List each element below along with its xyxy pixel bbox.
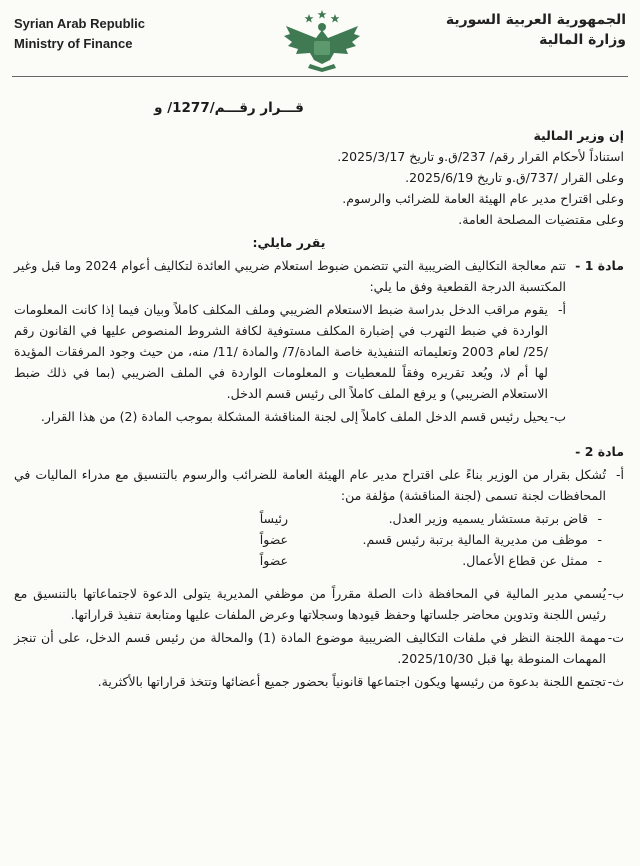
decision-title: قـــرار رقـــم/1277/ و [154,100,304,116]
item-label: أ- [558,302,566,317]
member-bullet: - [597,511,602,526]
member-role: عضواً [259,553,288,568]
article-1-item-a [14,299,566,404]
eagle-emblem-icon [280,8,364,74]
member-row [14,550,602,571]
header-divider [12,76,628,77]
preamble-line-4: وعلى مقتضيات المصلحة العامة. [458,212,624,227]
preamble-line-2: وعلى القرار /737/ق.و تاريخ 2025/6/19. [405,170,624,185]
member-role: عضواً [259,532,288,547]
item-text: مهمة اللجنة النظر في ملفات التكاليف الضريبية موضوع المادة (1) والمحالة من رئيس قسم الدخل، على أن تنجز المهمات المنوطة بها قبل 2025/10/30. [14,630,606,666]
header-english [14,14,145,54]
article-1-intro: تتم معالجة التكاليف الضريبية التي تتضمن ضبوط استعلام ضريبي العائدة لتكاليف أعوام 2024 وما قبل وغير المكتسبة الدرجة القطعية وفق ما يلي: [14,258,567,294]
header-arabic [446,10,626,50]
item-text: تجتمع اللجنة بدعوة من رئيسها ويكون اجتماعها قانونياً بحضور جميع أعضائها وتتخذ قراراتها بالأكثرية. [97,674,606,689]
article-2 [14,441,624,462]
ministry-name-ar: وزارة المالية [539,32,626,48]
member-bullet: - [597,553,602,568]
member-row [14,508,602,529]
item-label: أ- [616,467,624,482]
item-label: ث- [607,674,624,689]
committee-members [14,508,624,571]
article-2-item-d [14,671,624,692]
member-name: ممثل عن قطاع الأعمال. [462,553,588,568]
article-2-item-a [14,464,624,506]
member-name: موظف من مديرية المالية برتبة رئيس قسم. [362,532,588,547]
preamble-line-3: وعلى اقتراح مدير عام الهيئة العامة للضرائب والرسوم. [342,191,624,206]
member-bullet: - [597,532,602,547]
article-1 [14,255,624,427]
item-text: تُشكل بقرار من الوزير بناءً على اقتراح مدير عام الهيئة العامة للضرائب والرسوم بالتنسيق مع مدراء الماليات في المحافظات لجنة تسمى (لجنة المناقشة) مؤلفة من: [14,467,606,503]
country-name-en: Syrian Arab Republic [14,16,145,31]
article-2-content [14,462,624,692]
item-label: ت- [607,630,624,645]
item-text: يُسمي مدير المالية في المحافظة ذات الصلة مقرراً من موظفي المديرية يتولى الدعوة لاجتماعاتها بالتنسيق مع رئيس اللجنة وتدوين محاضر جلساتها وحفظ قيودها وسجلاتها وعرض الملفات عليها ومتابعة تنفيذ قراراتها. [14,586,606,622]
article-1-item-b [14,406,566,427]
document-body [14,98,624,692]
member-role: رئيساً [259,511,288,526]
article-2-item-b [14,583,624,625]
member-row [14,529,602,550]
preamble-line-1: استناداً لأحكام القرار رقم/ 237/ق.و تاريخ 2025/3/17. [337,149,624,164]
article-2-item-c [14,627,624,669]
item-text: يقوم مراقب الدخل بدراسة ضبط الاستعلام الضريبي وملف المكلف كاملاً وبيان فيما إذا كانت المعلومات الواردة في ضبط التهرب في إضبارة المكلف مستوفية لكافة الشروط المنصوص عليها في القانون رقم /25/ لعام 2003 وتعليماته التنفيذية خاصة المادة/7/ والمادة /11/ منه، من حيث وجود المرفقات المؤيدة لها أم لا، ويُعد تقريره وفقاً للمعطيات و المعلومات الواردة في الملف الضريبي (بما في ذلك ضبط الاستعلام الضريبي) و يرفع الملف كاملاً الى رئيس قسم الدخل. [14,302,549,401]
minister-line: إن وزير المالية [533,128,624,143]
item-label: ب- [607,586,624,601]
article-1-label: مادة 1 - [575,258,624,273]
country-name-ar: الجمهورية العربية السورية [445,12,626,28]
decides-heading: يقرر مايلي: [252,235,326,250]
ministry-name-en: Ministry of Finance [14,36,133,51]
member-name: قاض برتبة مستشار يسميه وزير العدل. [388,511,588,526]
article-2-label: مادة 2 - [575,444,624,459]
item-label: ب- [549,409,566,424]
item-text: يحيل رئيس قسم الدخل الملف كاملاً إلى لجنة المناقشة المشكلة بموجب المادة (2) من هذا القرار. [40,409,548,424]
